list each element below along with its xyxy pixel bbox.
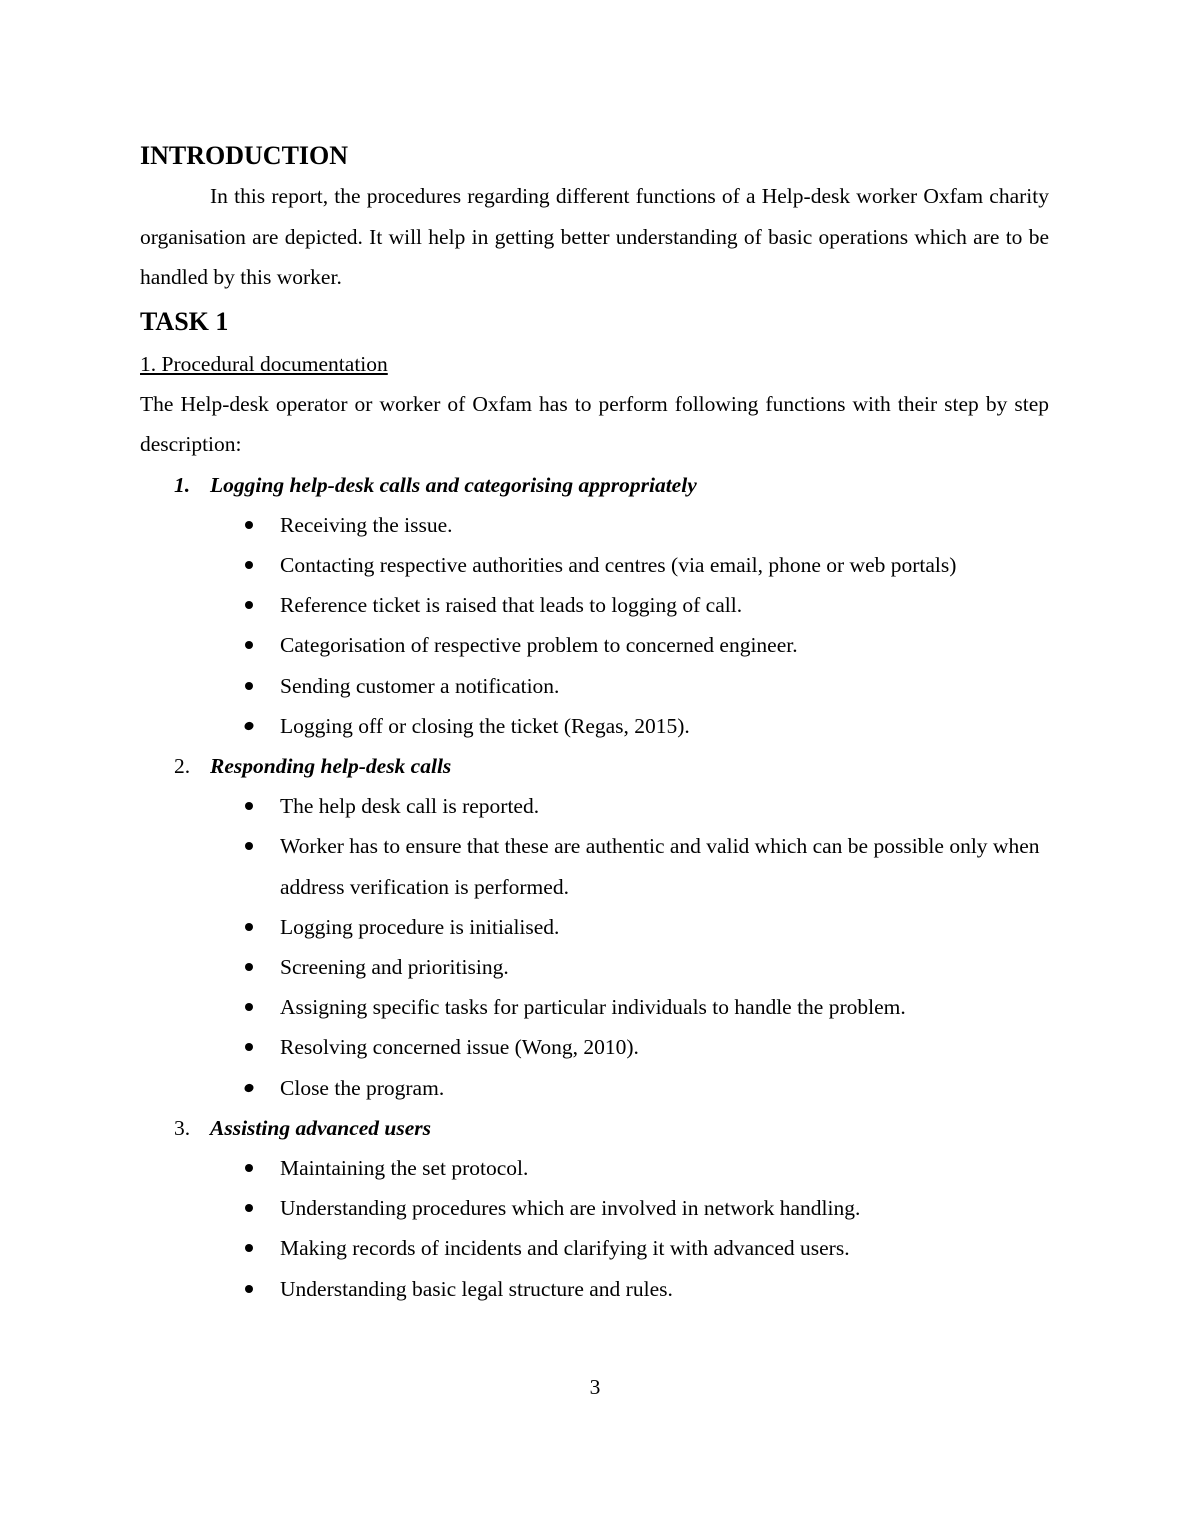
- bullet-icon: [245, 1043, 253, 1051]
- list-item: [140, 826, 1049, 906]
- section-logging-calls: [140, 465, 1049, 746]
- section-number: 1.: [174, 472, 191, 497]
- list-item: [140, 545, 1049, 585]
- list-item-text: Contacting respective authorities and centres (via email, phone or web portals): [280, 552, 957, 577]
- list-item: [140, 907, 1049, 947]
- list-item: [140, 1188, 1049, 1228]
- list-item-text: Receiving the issue.: [280, 512, 453, 537]
- bullet-icon: [243, 720, 254, 731]
- list-item: [140, 947, 1049, 987]
- list-item: [140, 505, 1049, 545]
- bullet-icon: [245, 1285, 253, 1293]
- list-item: [140, 585, 1049, 625]
- list-item-text: Assigning specific tasks for particular individuals to handle the problem.: [280, 995, 906, 1020]
- section-heading: [140, 465, 1049, 505]
- list-item: [140, 1228, 1049, 1268]
- list-item-text: Understanding basic legal structure and rules.: [280, 1276, 673, 1301]
- bullet-icon: [245, 521, 253, 529]
- bullet-icon: [245, 1003, 253, 1011]
- bullet-icon: [245, 682, 253, 690]
- bullet-icon: [245, 601, 253, 609]
- list-item: [140, 1269, 1049, 1309]
- section-title: Logging help-desk calls and categorising appropriately: [210, 472, 697, 497]
- list-item: [140, 1148, 1049, 1188]
- list-item: [140, 625, 1049, 665]
- list-item-text: The help desk call is reported.: [280, 794, 540, 819]
- bullet-icon: [245, 1204, 253, 1212]
- bullet-list: [140, 505, 1049, 746]
- list-item-text: Logging off or closing the ticket (Regas, 2015).: [280, 713, 690, 738]
- task1-heading: TASK 1: [140, 306, 229, 336]
- bullet-icon: [245, 923, 253, 931]
- task1-subheading: 1. Procedural documentation: [140, 351, 388, 376]
- section-heading: [140, 1108, 1049, 1148]
- bullet-icon: [245, 561, 253, 569]
- list-item-text: Reference ticket is raised that leads to logging of call.: [280, 593, 743, 618]
- list-item: [140, 706, 1049, 746]
- list-item: [140, 987, 1049, 1027]
- list-item-text: Worker has to ensure that these are authentic and valid which can be possible only when address verification is performed.: [280, 834, 1040, 899]
- list-item-text: Categorisation of respective problem to concerned engineer.: [280, 633, 798, 658]
- section-title: Responding help-desk calls: [210, 753, 452, 778]
- list-item: [140, 786, 1049, 826]
- introduction-paragraph: In this report, the procedures regarding different functions of a Help-desk worker Oxfam charity organisation are depicted. It will help in getting better understanding of basic operations which are to be handled by this worker.: [140, 184, 1049, 289]
- list-item-text: Making records of incidents and clarifying it with advanced users.: [280, 1236, 850, 1261]
- list-item-text: Sending customer a notification.: [280, 673, 560, 698]
- page-content: [140, 136, 1049, 1309]
- section-heading: [140, 746, 1049, 786]
- list-item-text: Screening and prioritising.: [280, 954, 509, 979]
- section-title: Assisting advanced users: [210, 1115, 432, 1140]
- bullet-icon: [245, 842, 253, 850]
- page-number: 3: [589, 1375, 601, 1399]
- task1-intro-paragraph: The Help-desk operator or worker of Oxfam has to perform following functions with their step by step description:: [140, 391, 1049, 456]
- bullet-list: [140, 1148, 1049, 1309]
- bullet-icon: [245, 1164, 253, 1172]
- section-assisting-users: [140, 1108, 1049, 1309]
- introduction-heading: INTRODUCTION: [140, 141, 349, 170]
- bullet-icon: [245, 641, 253, 649]
- list-item: [140, 1027, 1049, 1067]
- list-item-text: Resolving concerned issue (Wong, 2010).: [280, 1035, 639, 1060]
- bullet-icon: [245, 802, 253, 810]
- bullet-icon: [243, 1082, 254, 1093]
- list-item: [140, 666, 1049, 706]
- list-item-text: Logging procedure is initialised.: [280, 914, 560, 939]
- list-item: [140, 1068, 1049, 1108]
- list-item-text: Understanding procedures which are involved in network handling.: [280, 1196, 861, 1221]
- list-item-text: Maintaining the set protocol.: [280, 1155, 529, 1180]
- bullet-icon: [245, 1244, 253, 1252]
- section-number: 2.: [174, 753, 191, 778]
- section-responding-calls: [140, 746, 1049, 1108]
- section-number: 3.: [174, 1115, 191, 1140]
- list-item-text: Close the program.: [280, 1075, 445, 1100]
- bullet-icon: [245, 963, 253, 971]
- bullet-list: [140, 786, 1049, 1108]
